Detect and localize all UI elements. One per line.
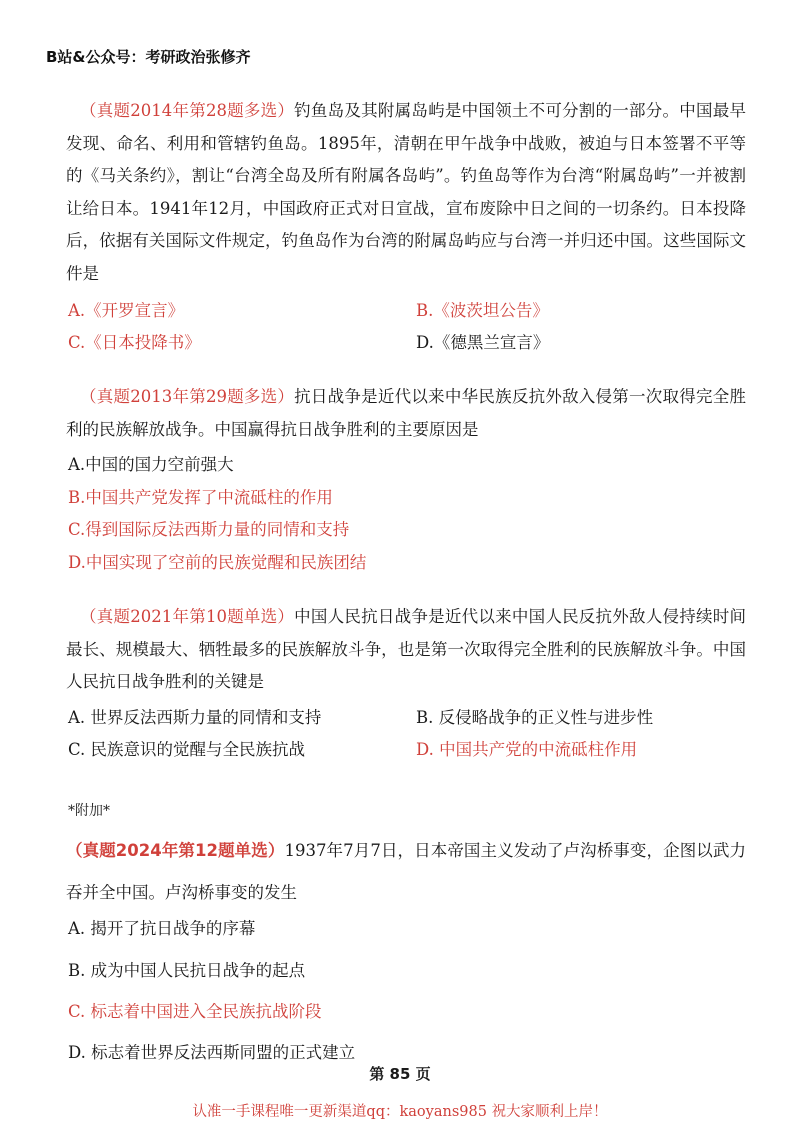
question-2-stem (66, 381, 746, 446)
q1-option-c: C.《日本投降书》 (68, 333, 201, 352)
question-4-tag: （真题2024年第12题单选） (66, 841, 285, 860)
q2-option-c: C.得到国际反法西斯力量的同情和支持 (68, 520, 350, 539)
footer-note: 认准一手课程唯一更新渠道qq：kaoyans985 祝大家顺利上岸！ (192, 1104, 608, 1120)
question-3-tag: （真题2021年第10题单选） (80, 607, 295, 626)
question-1-stem (66, 95, 746, 290)
question-4-stem (66, 830, 746, 914)
q4-option-c: C. 标志着中国进入全民族抗战阶段 (68, 1002, 322, 1021)
question-4-text: 1937年7月7日，日本帝国主义发动了卢沟桥事变，企图以武力吞并全中国。卢沟桥事变的发生 (66, 841, 746, 902)
page-number: 第 85 页 (369, 1065, 431, 1083)
q4-option-d: D. 标志着世界反法西斯同盟的正式建立 (68, 1043, 356, 1062)
question-1-text: 钓鱼岛及其附属岛屿是中国领土不可分割的一部分。中国最早发现、命名、利用和管辖钓鱼岛。1895年，清朝在甲午战争中战败，被迫与日本签署不平等的《马关条约》，割让“台湾全岛及所有附属各岛屿”。钓鱼岛等作为台湾“附属岛屿”一并被割让给日本。1941年12月，中国政府正式对日宣战，宣布废除中日之间的一切条约。日本投降后，依据有关国际文件规定，钓鱼岛作为台湾的附属岛屿应与台湾一并归还中国。这些国际文件是 (66, 101, 746, 283)
q3-option-a: A. 世界反法西斯力量的同情和支持 (68, 708, 322, 727)
question-2-tag: （真题2013年第29题多选） (80, 387, 295, 406)
q4-option-a: A. 揭开了抗日战争的序幕 (68, 919, 256, 938)
page-header: B站&公众号：考研政治张修齐 (46, 48, 251, 66)
q3-option-b: B. 反侵略战争的正义性与进步性 (416, 708, 654, 727)
appendix-note: *附加* (68, 803, 110, 819)
q2-option-a: A.中国的国力空前强大 (68, 455, 234, 474)
q2-option-b: B.中国共产党发挥了中流砥柱的作用 (68, 488, 333, 507)
q3-option-d: D. 中国共产党的中流砥柱作用 (416, 740, 638, 759)
question-2-text: 抗日战争是近代以来中华民族反抗外敌入侵第一次取得完全胜利的民族解放战争。中国赢得抗日战争胜利的主要原因是 (66, 387, 746, 439)
q1-option-d: D.《德黑兰宣言》 (416, 333, 550, 352)
question-3-stem (66, 601, 746, 699)
q1-option-a: A.《开罗宣言》 (68, 301, 185, 320)
q4-option-b: B. 成为中国人民抗日战争的起点 (68, 961, 306, 980)
q2-option-d: D.中国实现了空前的民族觉醒和民族团结 (68, 553, 367, 572)
q1-option-b: B.《波茨坦公告》 (416, 301, 549, 320)
question-1-tag: （真题2014年第28题多选） (80, 101, 295, 120)
q3-option-c: C. 民族意识的觉醒与全民族抗战 (68, 740, 306, 759)
question-3-text: 中国人民抗日战争是近代以来中国人民反抗外敌人侵持续时间最长、规模最大、牺牲最多的民族解放斗争，也是第一次取得完全胜利的民族解放斗争。中国人民抗日战争胜利的关键是 (66, 607, 746, 691)
